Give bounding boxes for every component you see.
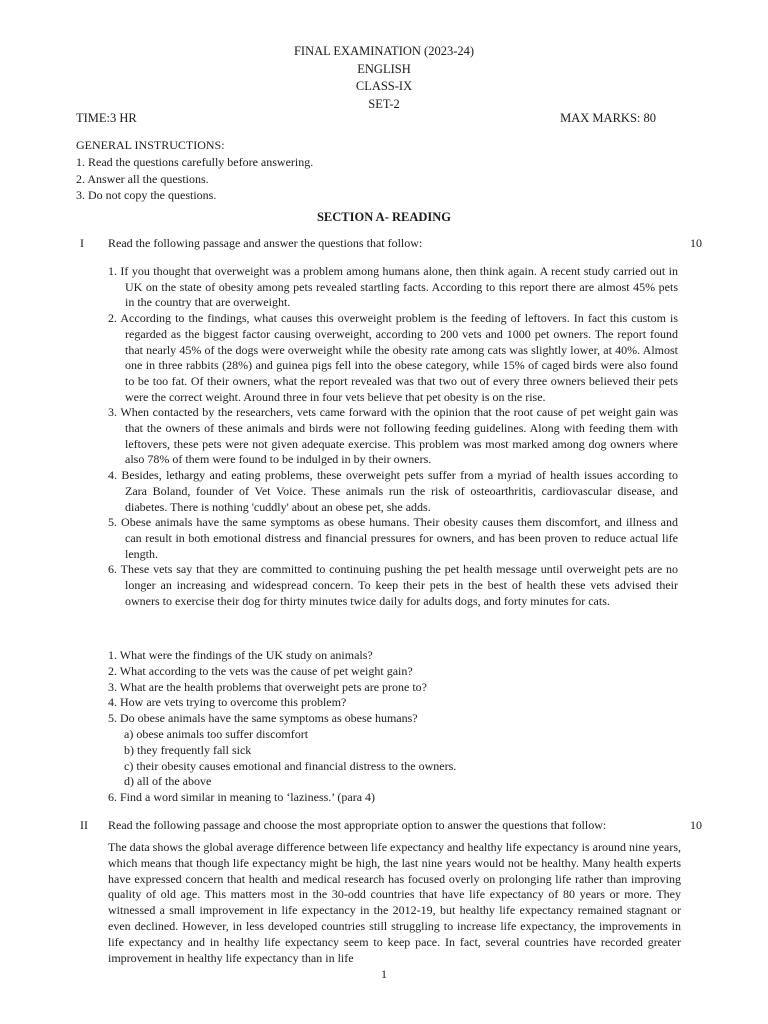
passage-paragraph: 2. According to the findings, what causes this overweight problem is the feeding of leftovers. In fact this custom is regarded as the biggest factor causing overweight, according to 200 vets and 1000 pet owners. The report found that nearly 45% of the dogs were overweight while the obesity rate among cats was slightly lower, at 40%. Almost one in three rabbits (28%) and guinea pigs fell into the obese category, while 15% of caged birds were also found to be too fat. Of their owners, what the report revealed was that two out of every three owners believed their pets were the correct weight. Around three in four vets believe that pet obesity is on the rise. <box>108 311 678 404</box>
question-item: 4. How are vets trying to overcome this problem? <box>108 695 347 710</box>
question-item: 2. What according to the vets was the cause of pet weight gain? <box>108 663 413 678</box>
passage-paragraph: 1. If you thought that overweight was a problem among humans alone, then think again. A recent study carried out in UK on the state of obesity among pets revealed startling facts. According to this report there are almost 45% pets in the country that are overweight. <box>108 264 678 310</box>
question-item: 1. What were the findings of the UK study on animals? <box>108 648 373 662</box>
option-item: d) all of the above <box>124 774 212 789</box>
section-title: SECTION A- READING <box>316 210 452 224</box>
question-item <box>108 711 668 790</box>
instruction-item: 2. Answer all the questions. <box>76 171 209 186</box>
exam-subject: ENGLISH <box>357 61 411 76</box>
max-marks-label: MAX MARKS: 80 <box>560 111 656 125</box>
passage-paragraph: 3. When contacted by the researchers, vets came forward with the opinion that the root cause of pet weight gain was that the owners of these animals and birds were not following feeding guidelines. Along with feeding them with leftovers, these pets were not given adequate exercise. This problem was most marked among dog owners where also 78% of them were found to be indulged in by their owners. <box>108 405 678 467</box>
option-item: c) their obesity causes emotional and financial distress to the owners. <box>124 758 457 773</box>
exam-class: CLASS-IX <box>355 79 413 93</box>
question-marks: 10 <box>690 236 702 250</box>
instructions-heading: GENERAL INSTRUCTIONS: <box>76 138 225 152</box>
question-text: 5. Do obese animals have the same symptoms as obese humans? <box>108 711 418 726</box>
instruction-item: 1. Read the questions carefully before answering. <box>76 154 314 169</box>
question-item: 3. What are the health problems that overweight pets are prone to? <box>108 679 427 694</box>
passage-paragraph: 6. These vets say that they are committed to continuing pushing the pet health message until overweight pets are no longer an increasing and widespread concern. To keep their pets in the best of health these vets advised their owners to exercise their dog for thirty minutes twice daily for adults dogs, and forty minutes for cats. <box>108 562 678 608</box>
option-item: b) they frequently fall sick <box>124 742 252 757</box>
exam-header <box>0 43 768 113</box>
option-item: a) obese animals too suffer discomfort <box>124 726 309 741</box>
passage-paragraph: 5. Obese animals have the same symptoms as obese humans. Their obesity causes them discomfort, and illness and can result in both emotional distress and financial pressures for owners, and has been proven to reduce actual life length. <box>108 515 678 561</box>
option-list <box>108 727 668 790</box>
question-list <box>108 648 668 806</box>
passage-paragraphs <box>108 264 678 609</box>
passage-paragraph: 4. Besides, lethargy and eating problems, these overweight pets suffer from a myriad of health issues according to Zara Boland, founder of Vet Voice. These animals run the risk of osteoarthritis, cardiovascular disease, and diabetes. There is nothing 'cuddly' about an obese pet, she adds. <box>108 468 678 514</box>
question-instruction: Read the following passage and answer the questions that follow: <box>108 236 423 250</box>
question-marks: 10 <box>690 818 702 832</box>
question-item: 6. Find a word similar in meaning to ‘laziness.’ (para 4) <box>108 790 376 805</box>
question-number: I <box>80 236 84 250</box>
page-number: 1 <box>381 967 387 981</box>
general-instructions <box>76 137 676 204</box>
instruction-item: 3. Do not copy the questions. <box>76 188 217 203</box>
time-label: TIME:3 HR <box>76 111 137 125</box>
exam-set: SET-2 <box>368 96 400 111</box>
time-marks-row <box>76 110 656 126</box>
question-instruction: Read the following passage and choose the most appropriate option to answer the questions that follow: <box>108 818 607 832</box>
question-number: II <box>80 818 88 832</box>
passage-text: The data shows the global average difference between life expectancy and healthy life expectancy is around nine years, which means that though life expectancy might be high, the last nine years would not be healthy. Many health experts have expressed concern that health and medical research has focused overly on prolonging life rather than improving quality of old age. This matters most in the 30-odd countries that have life expectancy of 80 years or more. They witnessed a small improvement in life expectancy in the 2012-19, but healthy life expectancy remained stagnant or even declined. However, in less developed countries still struggling to increase life expectancy, the improvements in life expectancy and in healthy life expectancy seem to keep pace. In fact, several countries have recorded greater improvement in healthy life expectancy than in life <box>108 840 681 965</box>
exam-title: FINAL EXAMINATION (2023-24) <box>293 44 475 58</box>
